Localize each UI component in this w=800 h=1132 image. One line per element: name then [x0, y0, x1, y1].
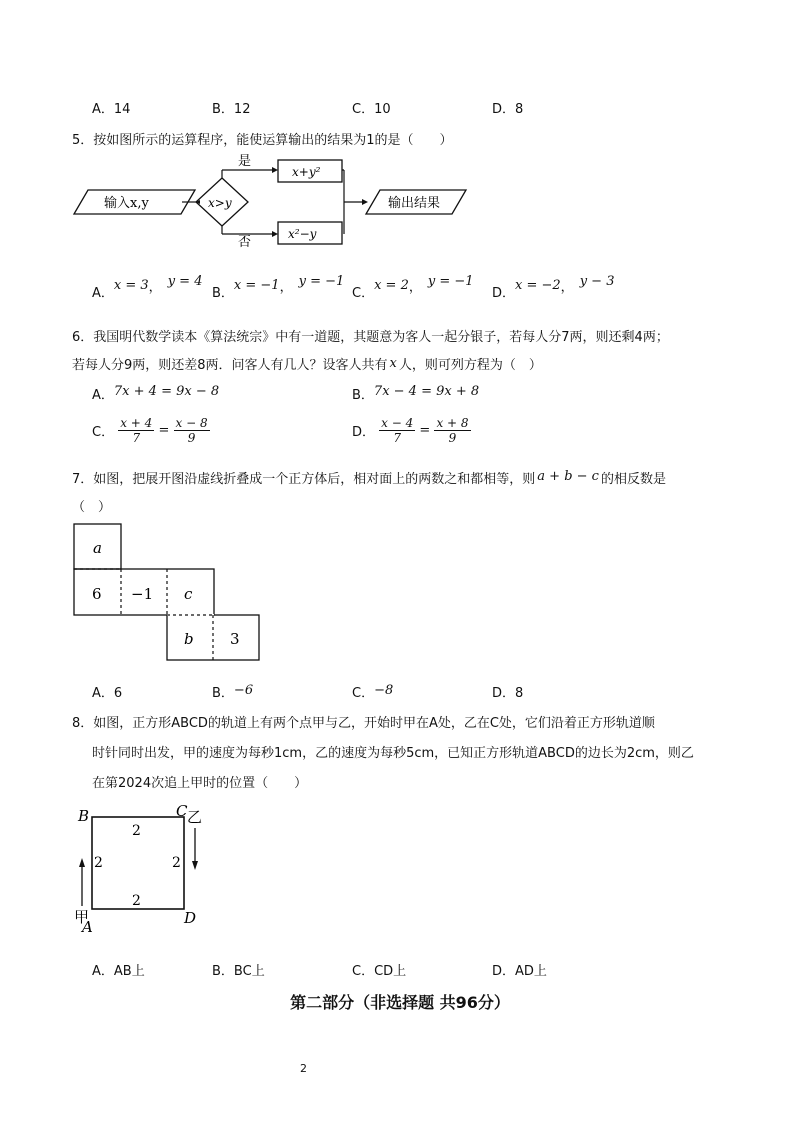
q5-option-a: A．x = 3， y = 4	[92, 274, 203, 301]
flow-output-label: 输出结果	[388, 196, 441, 211]
q7-stem-line2: （ ）	[72, 500, 112, 515]
q6-stem-line1: 6．我国明代数学读本《算法统宗》中有一道题，其题意为客人一起分银子，若每人分7两，则还剩4两；	[72, 330, 669, 345]
q6-option-c: C． $\frac{x + 4}{7}$ = $\frac{x - 8}{9}$	[92, 416, 208, 445]
q8-option-a: A．AB上	[92, 964, 145, 979]
q8-stem-line2: 时针同时出发，甲的速度为每秒1cm，乙的速度为每秒5cm，已知正方形轨道ABCD的边长为2cm，则乙	[92, 746, 694, 761]
flow-yes-label: 是	[238, 154, 252, 169]
fig-side-left: 2	[94, 855, 103, 871]
net-six: 6	[92, 585, 102, 603]
flow-expr-top: x+y²	[292, 165, 321, 179]
q6-stem-line2: 若每人分9两，则还差8两．问客人有几人？设客人共有 x 人，则可列方程为（ ）	[72, 356, 542, 373]
q5-option-d: D．x = −2， y − 3	[492, 274, 615, 301]
q5-option-b: B．x = −1， y = −1	[212, 274, 345, 301]
section-title: 第二部分（非选择题 共96分）	[290, 993, 510, 1012]
fig-label-jia: 甲	[74, 908, 90, 926]
net-b: b	[184, 630, 194, 648]
q6-option-b: B．7x − 4 = 9x + 8	[352, 384, 480, 403]
flow-no-label: 否	[238, 235, 252, 250]
fig-label-yi: 乙	[187, 808, 203, 826]
q8-square-figure	[70, 800, 220, 938]
fig-side-bottom: 2	[132, 893, 141, 909]
q8-option-b: B．BC上	[212, 964, 265, 979]
q4-option-a: A．14	[92, 102, 131, 117]
q6-option-a: A．7x + 4 = 9x − 8	[92, 384, 220, 403]
net-c: c	[184, 585, 193, 603]
q7-cube-net	[72, 522, 264, 664]
q6-option-d: D． $\frac{x - 4}{7}$ = $\frac{x + 8}{9}$	[352, 416, 469, 445]
q5-option-c: C．x = 2， y = −1	[352, 274, 474, 301]
q7-option-b: B．−6	[212, 683, 254, 701]
net-three: 3	[230, 630, 240, 648]
fig-label-d: D	[184, 909, 197, 927]
q4-option-d: D．8	[492, 102, 524, 117]
q7-option-d: D．8	[492, 686, 524, 701]
q5-flowchart	[70, 152, 480, 250]
q7-stem-line1: 7．如图，把展开图沿虚线折叠成一个正方体后，相对面上的两数之和都相等，则 a + b − c 的相反数是	[72, 469, 666, 487]
flow-input-label: 输入x,y	[104, 196, 149, 211]
q8-stem-line1: 8．如图，正方形ABCD的轨道上有两个点甲与乙，开始时甲在A处，乙在C处，它们沿着正方形轨道顺	[72, 716, 655, 731]
q7-option-c: C．−8	[352, 683, 394, 701]
net-neg1: −1	[131, 585, 154, 603]
fig-label-b: B	[78, 807, 90, 825]
net-a: a	[93, 539, 102, 557]
flow-condition-label: x>y	[208, 196, 232, 210]
fig-label-c: C	[176, 802, 188, 820]
q4-option-b: B．12	[212, 102, 251, 117]
q5-stem: 5．按如图所示的运算程序，能使运算输出的结果为1的是（ ）	[72, 133, 453, 148]
q8-option-c: C．CD上	[352, 964, 407, 979]
q8-stem-line3: 在第2024次追上甲时的位置（ ）	[92, 776, 308, 791]
page-number: 2	[300, 1062, 307, 1075]
q4-option-c: C．10	[352, 102, 391, 117]
flow-expr-bottom: x²−y	[288, 227, 317, 241]
fig-side-right: 2	[172, 855, 181, 871]
q8-option-d: D．AD上	[492, 964, 547, 979]
q7-option-a: A．6	[92, 686, 123, 701]
fig-label-a: A	[82, 918, 93, 936]
fig-side-top: 2	[132, 823, 141, 839]
